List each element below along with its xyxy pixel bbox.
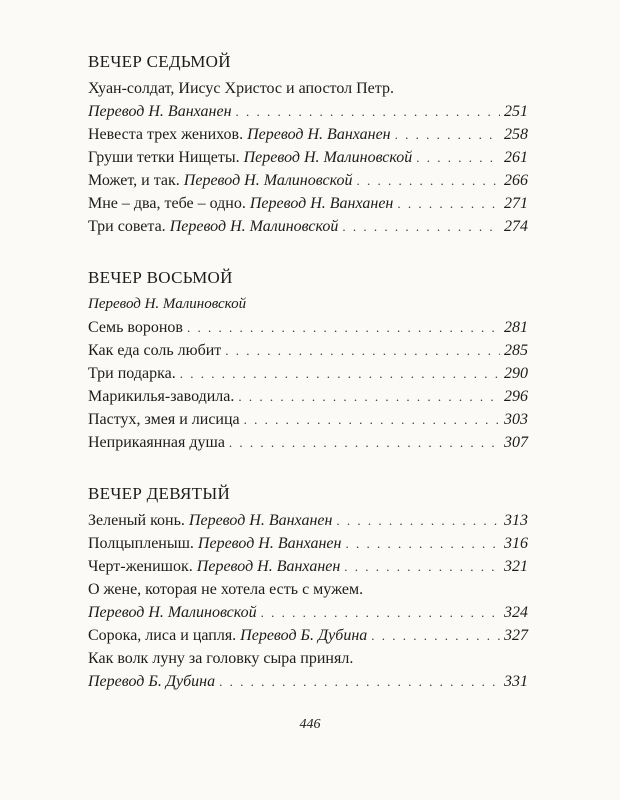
entry-page-number: 316 xyxy=(504,535,528,552)
entry-page-number: 281 xyxy=(504,319,528,336)
entry-line xyxy=(88,532,528,555)
toc-entry[interactable] xyxy=(88,169,528,192)
leader-dots xyxy=(225,339,500,362)
toc-section xyxy=(88,50,528,238)
leader-dots xyxy=(180,362,500,385)
toc-page xyxy=(88,50,528,721)
entry-page-number: 321 xyxy=(504,558,528,575)
toc-entry[interactable] xyxy=(88,192,528,215)
entry-page-number: 327 xyxy=(504,627,528,644)
entry-line xyxy=(88,624,528,647)
entry-page-number: 266 xyxy=(504,172,528,189)
leader-dots xyxy=(238,385,500,408)
entry-line xyxy=(88,509,528,532)
leader-dots xyxy=(395,123,500,146)
entry-translator: Перевод Б. Дубина xyxy=(88,673,216,690)
entry-translator: Перевод Н. Малиновской xyxy=(243,149,413,166)
entry-translator: Перевод Н. Ванханен xyxy=(197,535,342,552)
entry-translator: Перевод Н. Малиновской xyxy=(169,218,339,235)
entry-page-number: 261 xyxy=(504,149,528,166)
entry-title: Полцыпленыш. xyxy=(88,535,194,552)
entry-translator: Перевод Н. Малиновской xyxy=(88,604,257,621)
entry-page-number: 307 xyxy=(504,434,528,451)
toc-entry[interactable] xyxy=(88,624,528,647)
leader-dots xyxy=(416,146,500,169)
entry-page-number: 331 xyxy=(504,673,528,690)
entry-page-number: 290 xyxy=(504,365,528,382)
entry-page-number: 251 xyxy=(504,103,528,120)
toc-entry[interactable] xyxy=(88,77,528,123)
entry-title: Зеленый конь. xyxy=(88,512,185,529)
entry-title: Груши тетки Нищеты. xyxy=(88,149,240,166)
entry-line xyxy=(88,215,528,238)
entry-page-number: 303 xyxy=(504,411,528,428)
entry-title: Сорока, лиса и цапля. xyxy=(88,627,237,644)
leader-dots xyxy=(236,100,500,123)
entry-title: Как еда соль любит xyxy=(88,342,222,359)
leader-dots xyxy=(261,601,500,624)
toc-section xyxy=(88,266,528,454)
entry-translator: Перевод Н. Ванханен xyxy=(188,512,333,529)
entry-title: Может, и так. xyxy=(88,172,180,189)
entry-page-number: 285 xyxy=(504,342,528,359)
toc-entry[interactable] xyxy=(88,362,528,385)
toc-entry[interactable] xyxy=(88,532,528,555)
toc-entry[interactable] xyxy=(88,555,528,578)
entry-page-number: 258 xyxy=(504,126,528,143)
section-title: ВЕЧЕР СЕДЬМОЙ xyxy=(88,52,231,71)
toc-entry[interactable] xyxy=(88,339,528,362)
toc-entry[interactable] xyxy=(88,385,528,408)
entry-translator: Перевод Н. Ванханен xyxy=(247,126,391,143)
entry-page-number: 296 xyxy=(504,388,528,405)
entry-title: Три подарка. xyxy=(88,365,176,382)
leader-dots xyxy=(342,215,500,238)
entry-title: Мне – два, тебе – одно. xyxy=(88,195,246,212)
leader-dots xyxy=(336,509,500,532)
toc-entry[interactable] xyxy=(88,146,528,169)
entry-title: Пастух, змея и лисица xyxy=(88,411,240,428)
toc-section xyxy=(88,482,528,693)
entry-page-number: 271 xyxy=(504,195,528,212)
entry-translator: Перевод Н. Малиновской xyxy=(183,172,353,189)
entry-title: О жене, которая не хотела есть с мужем. xyxy=(88,581,364,598)
toc-entry[interactable] xyxy=(88,431,528,454)
entry-page-number: 313 xyxy=(504,512,528,529)
leader-dots xyxy=(397,192,500,215)
entry-title: Хуан-солдат, Иисус Христос и апостол Петр. xyxy=(88,80,394,97)
entry-line xyxy=(88,385,528,408)
leader-dots xyxy=(345,532,500,555)
entry-title: Три совета. xyxy=(88,218,166,235)
leader-dots xyxy=(371,624,500,647)
entry-title: Черт-женишок. xyxy=(88,558,193,575)
leader-dots xyxy=(187,316,500,339)
entry-line xyxy=(88,555,528,578)
entry-translator: Перевод Б. Дубина xyxy=(240,627,368,644)
section-title: ВЕЧЕР ВОСЬМОЙ xyxy=(88,268,233,287)
entry-line xyxy=(88,339,528,362)
entry-line xyxy=(88,169,528,192)
section-translator: Перевод Н. Малиновской xyxy=(88,296,247,312)
entry-title: Семь воронов xyxy=(88,319,183,336)
entry-line xyxy=(88,408,528,431)
entry-line xyxy=(88,431,528,454)
entry-line xyxy=(88,192,528,215)
toc-entry[interactable] xyxy=(88,408,528,431)
entry-page-number: 274 xyxy=(504,218,528,235)
leader-dots xyxy=(219,670,500,693)
entry-translator: Перевод Н. Ванханен xyxy=(196,558,341,575)
entry-line xyxy=(88,670,528,693)
entry-translator: Перевод Н. Ванханен xyxy=(88,103,232,120)
section-title: ВЕЧЕР ДЕВЯТЫЙ xyxy=(88,484,231,503)
leader-dots xyxy=(244,408,500,431)
entry-line xyxy=(88,100,528,123)
entry-line xyxy=(88,316,528,339)
entry-page-number: 324 xyxy=(504,604,528,621)
leader-dots xyxy=(344,555,500,578)
page-number: 446 xyxy=(299,717,321,732)
leader-dots xyxy=(356,169,500,192)
toc-entry[interactable] xyxy=(88,215,528,238)
entry-title: Марикилья-заводила. xyxy=(88,388,235,405)
entry-translator: Перевод Н. Ванханен xyxy=(249,195,394,212)
leader-dots xyxy=(229,431,500,454)
entry-title: Как волк луну за головку сыра принял. xyxy=(88,650,354,667)
entry-line xyxy=(88,601,528,624)
entry-line xyxy=(88,123,528,146)
entry-line xyxy=(88,362,528,385)
toc-entry[interactable] xyxy=(88,123,528,146)
toc-entry[interactable] xyxy=(88,509,528,532)
toc-entry[interactable] xyxy=(88,316,528,339)
entry-title: Невеста трех женихов. xyxy=(88,126,244,143)
entry-line xyxy=(88,146,528,169)
toc-entry[interactable] xyxy=(88,647,528,693)
entry-title: Неприкаянная душа xyxy=(88,434,225,451)
toc-entry[interactable] xyxy=(88,578,528,624)
